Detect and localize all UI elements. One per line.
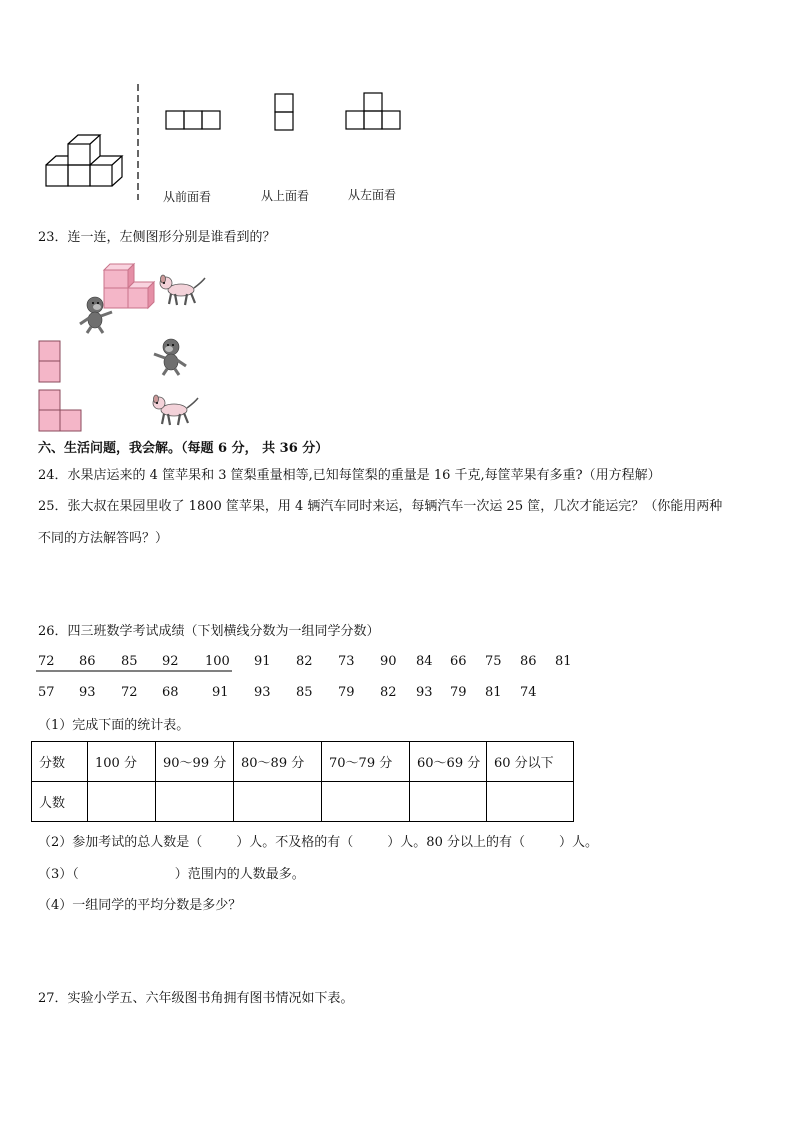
question-27: 27．实验小学五、六年级图书角拥有图书情况如下表。: [38, 991, 354, 1006]
score: 92: [162, 654, 179, 669]
question-26-sub3: [38, 866, 305, 884]
score: 68: [162, 685, 179, 700]
score: 74: [520, 685, 537, 700]
left-view-shape: [345, 92, 403, 130]
score: 91: [254, 654, 271, 669]
score: 100: [205, 654, 230, 669]
score: 90: [380, 654, 397, 669]
pink-view-l-shape: [38, 389, 84, 433]
table-row: [32, 782, 574, 822]
table-header-cell: 80～89 分: [234, 742, 322, 782]
sub3-text-a: （3）（: [38, 867, 79, 882]
score: 84: [416, 654, 433, 669]
sub3-text-b: ）范围内的人数最多。: [174, 867, 305, 882]
score: 85: [296, 685, 313, 700]
score: 73: [338, 654, 355, 669]
table-header-cell: 60～69 分: [410, 742, 487, 782]
pink-view-vertical: [38, 340, 62, 384]
question-26-sub4: （4）一组同学的平均分数是多少？: [38, 898, 242, 913]
table-input-cell[interactable]: [88, 782, 156, 822]
score: 57: [38, 685, 55, 700]
monkey-icon: [78, 296, 114, 334]
question-24: 24．水果店运来的 4 筐苹果和 3 筐梨重量相等,已知每筐梨的重量是 16 千克,每筐苹果有多重?（用方程解）: [38, 468, 661, 483]
table-input-cell[interactable]: [156, 782, 234, 822]
dog-icon: [150, 394, 200, 428]
underline-group-1: [36, 670, 236, 673]
monkey-icon: [152, 338, 188, 376]
table-input-cell[interactable]: [410, 782, 487, 822]
top-view-label: 从上面看: [261, 189, 310, 203]
score: 86: [79, 654, 96, 669]
question-23: 23．连一连，左侧图形分别是谁看到的？: [38, 230, 276, 245]
question-26-sub1: （1）完成下面的统计表。: [38, 718, 190, 733]
score: 75: [485, 654, 502, 669]
score: 81: [485, 685, 502, 700]
score: 81: [555, 654, 572, 669]
table-header-cell: 90～99 分: [156, 742, 234, 782]
sub2-text-c: ）人。80 分以上的有（: [387, 835, 525, 850]
score-statistics-table: [31, 741, 574, 822]
dashed-divider: [136, 84, 140, 200]
section-6-title: 六、生活问题，我会解。（每题 6 分， 共 36 分）: [38, 441, 329, 456]
top-view-shape: [274, 93, 294, 131]
table-input-cell[interactable]: [234, 782, 322, 822]
score: 85: [121, 654, 138, 669]
score: 86: [520, 654, 537, 669]
sub2-text-a: （2）参加考试的总人数是（: [38, 835, 203, 850]
question-25-line1: 25．张大叔在果园里收了 1800 筐苹果，用 4 辆汽车同时来运，每辆汽车一次运 25 筐，几次才能运完？（你能用两种: [38, 499, 723, 514]
score: 93: [416, 685, 433, 700]
front-view-label: 从前面看: [163, 190, 212, 204]
question-25-line2: 不同的方法解答吗？）: [38, 531, 169, 546]
score: 93: [254, 685, 271, 700]
question-26-title: 26．四三班数学考试成绩（下划横线分数为一组同学分数）: [38, 624, 380, 639]
sub2-text-d: ）人。: [558, 835, 598, 850]
dog-icon: [157, 274, 207, 308]
score: 79: [450, 685, 467, 700]
score: 66: [450, 654, 467, 669]
front-view-shape: [165, 110, 221, 130]
score: 93: [79, 685, 96, 700]
table-input-cell[interactable]: [487, 782, 574, 822]
table-row-label: 人数: [32, 782, 88, 822]
table-header-cell: 70～79 分: [322, 742, 410, 782]
table-header-cell: 100 分: [88, 742, 156, 782]
sub2-text-b: ）人。不及格的有（: [236, 835, 354, 850]
score: 82: [296, 654, 313, 669]
score: 91: [212, 685, 229, 700]
table-header-cell: 60 分以下: [487, 742, 574, 782]
table-input-cell[interactable]: [322, 782, 410, 822]
question-26-sub2: [38, 834, 598, 852]
table-row: [32, 742, 574, 782]
score: 82: [380, 685, 397, 700]
score: 72: [121, 685, 138, 700]
cube-stack-figure: [44, 128, 126, 190]
score: 79: [338, 685, 355, 700]
left-view-label: 从左面看: [348, 188, 397, 202]
table-header-cell: 分数: [32, 742, 88, 782]
score: 72: [38, 654, 55, 669]
